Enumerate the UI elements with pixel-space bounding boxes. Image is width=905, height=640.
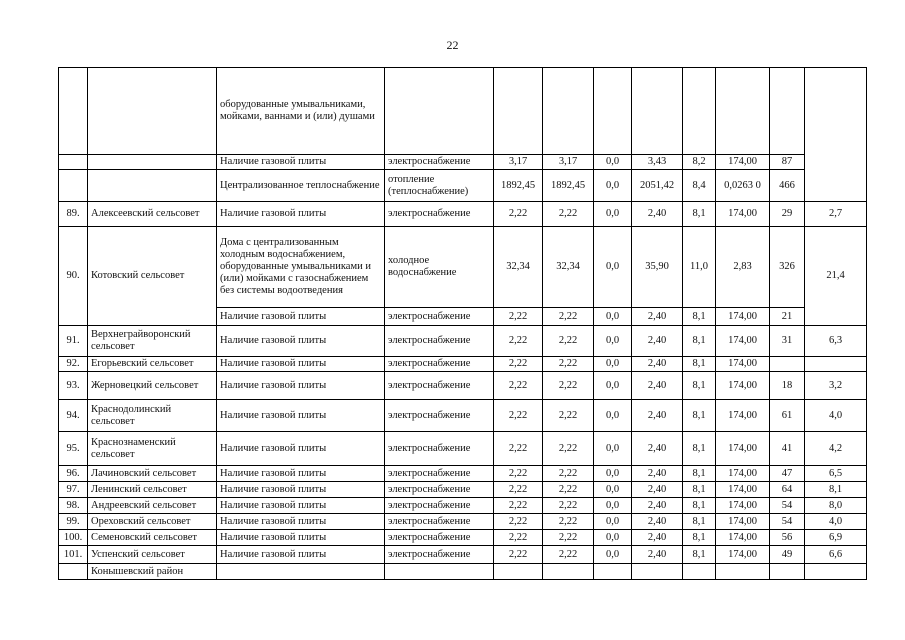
table-row [59,432,867,466]
value-cell [770,357,805,372]
value-cell: 174,00 [716,308,770,326]
value-cell: 2,40 [632,400,683,432]
value-cell: 2,22 [494,530,543,546]
value-cell: 4,0 [805,514,867,530]
value-cell: 2,22 [494,357,543,372]
value-cell: 6,3 [805,326,867,357]
settlement-name: Успенский сельсовет [88,546,217,564]
table-row [59,514,867,530]
value-cell: 2,22 [494,308,543,326]
value-cell: 8,2 [683,155,716,170]
row-number: 98. [59,498,88,514]
value-cell [494,564,543,580]
value-cell: 2,22 [543,357,594,372]
value-cell: 174,00 [716,202,770,227]
row-number: 94. [59,400,88,432]
value-cell: 0,0 [594,155,632,170]
value-cell: 2,22 [543,514,594,530]
utility-service [385,68,494,155]
value-cell: 47 [770,466,805,482]
value-cell [632,68,683,155]
value-cell: 0,0 [594,202,632,227]
utility-service: электроснабжение [385,357,494,372]
housing-category: Наличие газовой плиты [217,372,385,400]
value-cell: 8,1 [683,498,716,514]
value-cell: 4,0 [805,400,867,432]
settlement-name: Жерновецкий сельсовет [88,372,217,400]
value-cell: 2,22 [543,372,594,400]
table-row [59,227,867,308]
table-row [59,155,867,170]
housing-category: Наличие газовой плиты [217,202,385,227]
value-cell: 8,1 [683,202,716,227]
value-cell: 0,0 [594,400,632,432]
value-cell: 0,0 [594,530,632,546]
value-cell: 49 [770,546,805,564]
value-cell: 2,22 [543,326,594,357]
value-cell: 2,22 [494,466,543,482]
row-number: 90. [59,227,88,326]
settlement-name: Алексеевский сельсовет [88,202,217,227]
value-cell: 2,40 [632,498,683,514]
value-cell: 8,1 [683,466,716,482]
value-cell: 2,22 [543,308,594,326]
value-cell: 8,1 [683,357,716,372]
row-number [59,68,88,155]
value-cell: 174,00 [716,514,770,530]
value-cell [494,68,543,155]
utility-service: электроснабжение [385,498,494,514]
value-cell: 64 [770,482,805,498]
settlement-name [88,155,217,170]
housing-category: Наличие газовой плиты [217,308,385,326]
utility-service: электроснабжение [385,400,494,432]
settlement-name: Андреевский сельсовет [88,498,217,514]
settlement-name [88,170,217,202]
value-cell: 2,22 [494,400,543,432]
value-cell: 0,0 [594,357,632,372]
value-cell: 2,22 [494,326,543,357]
settlement-name: Котовский сельсовет [88,227,217,326]
housing-category: Наличие газовой плиты [217,432,385,466]
housing-category: Наличие газовой плиты [217,530,385,546]
value-cell: 54 [770,498,805,514]
utility-service: электроснабжение [385,326,494,357]
value-cell: 2,40 [632,466,683,482]
value-cell: 6,6 [805,546,867,564]
utility-service: электроснабжение [385,202,494,227]
housing-category: оборудованные умывальниками, мойками, ваннами и (или) душами [217,68,385,155]
row-number: 101. [59,546,88,564]
value-cell: 2,22 [543,482,594,498]
value-cell [770,68,805,155]
value-cell: 2,40 [632,546,683,564]
value-cell: 1892,45 [543,170,594,202]
table-row [59,482,867,498]
value-cell: 0,0 [594,170,632,202]
value-cell: 174,00 [716,482,770,498]
value-cell: 2,40 [632,514,683,530]
value-cell: 2,22 [494,482,543,498]
value-cell: 0,0 [594,466,632,482]
housing-category [217,564,385,580]
value-cell: 8,1 [683,546,716,564]
value-cell: 174,00 [716,372,770,400]
utility-service [385,564,494,580]
value-cell [543,564,594,580]
value-cell: 174,00 [716,326,770,357]
value-cell: 8,1 [683,326,716,357]
value-cell: 2,22 [543,498,594,514]
value-cell [716,564,770,580]
value-cell: 3,2 [805,372,867,400]
value-cell: 2,22 [494,498,543,514]
value-cell: 174,00 [716,155,770,170]
settlement-name: Ленинский сельсовет [88,482,217,498]
row-number: 92. [59,357,88,372]
value-cell: 0,0 [594,372,632,400]
value-cell: 326 [770,227,805,308]
housing-category: Наличие газовой плиты [217,498,385,514]
value-cell [805,564,867,580]
housing-category: Наличие газовой плиты [217,357,385,372]
value-cell: 2,83 [716,227,770,308]
value-cell: 2,22 [543,400,594,432]
district-name: Конышевский район [88,564,217,580]
value-cell [716,68,770,155]
table-row [59,372,867,400]
value-cell: 4,2 [805,432,867,466]
value-cell: 8,1 [683,400,716,432]
row-number: 97. [59,482,88,498]
value-cell: 0,0 [594,432,632,466]
value-cell: 2,40 [632,372,683,400]
value-cell: 2,7 [805,202,867,227]
value-cell: 174,00 [716,400,770,432]
row-number [59,564,88,580]
value-cell: 6,5 [805,466,867,482]
value-cell: 2,22 [543,202,594,227]
utility-service: отопление (теплоснабжение) [385,170,494,202]
tariff-table [58,67,867,580]
value-cell: 32,34 [543,227,594,308]
value-cell: 8,1 [683,530,716,546]
row-number [59,170,88,202]
utility-service: электроснабжение [385,514,494,530]
value-cell: 174,00 [716,546,770,564]
value-cell: 8,4 [683,170,716,202]
utility-service: электроснабжение [385,372,494,400]
value-cell: 174,00 [716,530,770,546]
value-cell [543,68,594,155]
row-number: 100. [59,530,88,546]
settlement-name: Егорьевский сельсовет [88,357,217,372]
value-cell: 2,40 [632,326,683,357]
value-cell: 2,22 [543,466,594,482]
settlement-name: Лачиновский сельсовет [88,466,217,482]
row-number: 95. [59,432,88,466]
value-cell: 174,00 [716,357,770,372]
utility-service: электроснабжение [385,155,494,170]
table-row [59,357,867,372]
value-cell: 8,1 [683,482,716,498]
value-cell: 2,22 [494,432,543,466]
value-cell [805,68,867,202]
settlement-name: Верхнеграйворонский сельсовет [88,326,217,357]
utility-service: электроснабжение [385,546,494,564]
value-cell: 31 [770,326,805,357]
value-cell [683,564,716,580]
value-cell: 8,1 [683,432,716,466]
table-row [59,400,867,432]
housing-category: Наличие газовой плиты [217,400,385,432]
value-cell [770,564,805,580]
value-cell: 11,0 [683,227,716,308]
row-number: 89. [59,202,88,227]
settlement-name: Семеновский сельсовет [88,530,217,546]
value-cell: 29 [770,202,805,227]
row-number: 96. [59,466,88,482]
housing-category: Дома с централизованным холодным водоснабжением, оборудованные умывальниками и (или) мойками с газоснабжением без системы водоотведения [217,227,385,308]
settlement-name: Ореховский сельсовет [88,514,217,530]
value-cell: 1892,45 [494,170,543,202]
utility-service: холодное водоснабжение [385,227,494,308]
value-cell [805,357,867,372]
value-cell: 2,22 [543,530,594,546]
value-cell: 2,40 [632,308,683,326]
table-row [59,530,867,546]
value-cell [632,564,683,580]
value-cell: 0,0 [594,482,632,498]
value-cell: 56 [770,530,805,546]
row-number: 91. [59,326,88,357]
value-cell: 8,1 [805,482,867,498]
utility-service: электроснабжение [385,466,494,482]
table-row [59,564,867,580]
value-cell: 35,90 [632,227,683,308]
value-cell: 2,22 [494,546,543,564]
value-cell: 2051,42 [632,170,683,202]
settlement-name: Краснодолинский сельсовет [88,400,217,432]
value-cell: 54 [770,514,805,530]
value-cell: 174,00 [716,498,770,514]
housing-category: Наличие газовой плиты [217,482,385,498]
housing-category: Наличие газовой плиты [217,155,385,170]
value-cell: 174,00 [716,466,770,482]
value-cell: 6,9 [805,530,867,546]
housing-category: Централизованное теплоснабжение [217,170,385,202]
value-cell: 3,43 [632,155,683,170]
table-row [59,498,867,514]
value-cell: 466 [770,170,805,202]
value-cell: 18 [770,372,805,400]
utility-service: электроснабжение [385,482,494,498]
value-cell: 32,34 [494,227,543,308]
value-cell: 2,22 [543,432,594,466]
value-cell: 0,0 [594,546,632,564]
value-cell: 2,22 [494,514,543,530]
value-cell: 2,22 [543,546,594,564]
housing-category: Наличие газовой плиты [217,514,385,530]
value-cell: 8,0 [805,498,867,514]
housing-category: Наличие газовой плиты [217,326,385,357]
value-cell [594,68,632,155]
value-cell [594,564,632,580]
value-cell: 8,1 [683,308,716,326]
value-cell: 2,22 [494,202,543,227]
value-cell: 174,00 [716,432,770,466]
table-row [59,170,867,202]
value-cell: 87 [770,155,805,170]
value-cell: 2,40 [632,530,683,546]
table-row [59,466,867,482]
value-cell: 0,0 [594,227,632,308]
table-row [59,326,867,357]
value-cell [683,68,716,155]
value-cell: 8,1 [683,372,716,400]
row-number: 93. [59,372,88,400]
table-row [59,68,867,155]
value-cell: 61 [770,400,805,432]
value-cell: 3,17 [494,155,543,170]
table-row [59,202,867,227]
value-cell: 41 [770,432,805,466]
utility-service: электроснабжение [385,530,494,546]
value-cell: 0,0 [594,498,632,514]
value-cell: 2,40 [632,202,683,227]
value-cell: 21,4 [805,227,867,326]
value-cell: 2,40 [632,357,683,372]
value-cell: 2,40 [632,482,683,498]
value-cell: 2,40 [632,432,683,466]
housing-category: Наличие газовой плиты [217,466,385,482]
value-cell: 0,0263 0 [716,170,770,202]
value-cell: 2,22 [494,372,543,400]
utility-service: электроснабжение [385,432,494,466]
value-cell: 0,0 [594,326,632,357]
settlement-name: Краснознаменский сельсовет [88,432,217,466]
table-row [59,546,867,564]
housing-category: Наличие газовой плиты [217,546,385,564]
value-cell: 3,17 [543,155,594,170]
value-cell: 8,1 [683,514,716,530]
row-number [59,155,88,170]
settlement-name [88,68,217,155]
row-number: 99. [59,514,88,530]
value-cell: 0,0 [594,308,632,326]
value-cell: 21 [770,308,805,326]
value-cell: 0,0 [594,514,632,530]
page-number: 22 [446,38,459,52]
utility-service: электроснабжение [385,308,494,326]
